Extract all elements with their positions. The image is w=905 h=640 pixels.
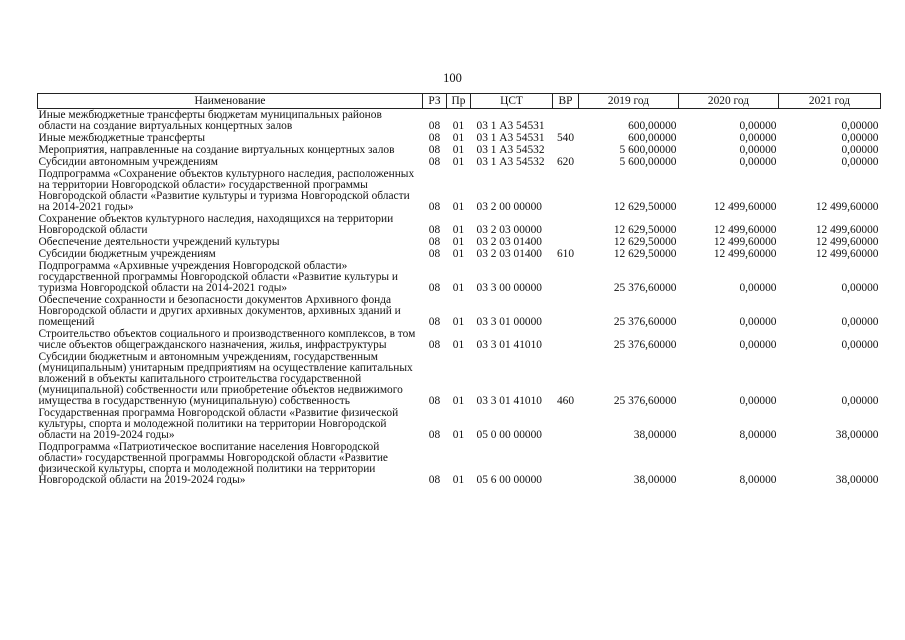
- row-vr: 610: [556, 248, 575, 260]
- column-header-name: Наименование: [38, 94, 423, 109]
- table-header-row: [38, 94, 881, 109]
- row-vr: [553, 213, 579, 236]
- row-name: Обеспечение сохранности и безопасности документов Архивного фонда Новгородской области и других архивных документов, архивных зданий и помещений: [38, 294, 401, 328]
- table-row: [38, 294, 881, 328]
- row-2020: 0,00000: [739, 282, 777, 294]
- row-pr: 01: [452, 120, 465, 132]
- table-row: [38, 248, 881, 260]
- row-pr: 01: [452, 282, 465, 294]
- row-cst: 03 1 А3 54532: [476, 144, 545, 156]
- row-rz: 08: [428, 248, 441, 260]
- row-2019: 12 629,50000: [613, 201, 677, 213]
- column-header-vr: ВР: [553, 94, 579, 109]
- row-name: Государственная программа Новгородской области «Развитие физической культуры, спорта и молодежной политики на территории Новгородской области на 2019-2024 годы»: [38, 407, 399, 441]
- row-2020: 0,00000: [739, 120, 777, 132]
- row-pr: 01: [452, 316, 465, 328]
- row-name: Иные межбюджетные трансферты бюджетам муниципальных районов области на создание виртуальных концертных залов: [38, 109, 382, 132]
- row-vr: [553, 260, 579, 294]
- row-2021: 12 499,60000: [815, 224, 879, 236]
- row-2020: 0,00000: [739, 156, 777, 168]
- row-rz: 08: [428, 316, 441, 328]
- row-rz: 08: [428, 339, 441, 351]
- row-pr: 01: [452, 236, 465, 248]
- row-vr: [553, 144, 579, 156]
- row-name: Субсидии автономным учреждениям: [38, 156, 218, 168]
- row-cst: 03 3 01 41010: [476, 395, 542, 407]
- row-name: Подпрограмма «Сохранение объектов культурного наследия, расположенных на территории Новгородской области» государственной программы Новгородской области «Развитие культуры и туризма Новгородской области на 2014-2021 годы»: [38, 168, 415, 213]
- row-2019: 600,00000: [628, 132, 677, 144]
- row-vr: 460: [556, 395, 575, 407]
- row-2020: 12 499,60000: [713, 224, 777, 236]
- row-pr: 01: [452, 429, 465, 441]
- row-name: Подпрограмма «Архивные учреждения Новгородской области» государственной программы Новгородской области «Развитие культуры и туризма Новгородской области на 2014-2021 годы»: [38, 260, 399, 294]
- row-2020: 0,00000: [739, 339, 777, 351]
- row-pr: 01: [452, 201, 465, 213]
- row-2020: 0,00000: [739, 316, 777, 328]
- row-2019: 5 600,00000: [619, 156, 677, 168]
- row-2021: 12 499,60000: [815, 236, 879, 248]
- row-2019: 12 629,50000: [613, 248, 677, 260]
- row-rz: 08: [428, 282, 441, 294]
- row-name: Субсидии бюджетным и автономным учреждениям, государственным (муниципальным) унитарным предприятиям на осуществление капитальных вложений в объекты капитального строительства государственной (муниципальной) собственности или приобретение объектов недвижимого имущества в государственную (муниципальную) собственность: [38, 351, 413, 407]
- row-2020: 0,00000: [739, 395, 777, 407]
- row-rz: 08: [428, 429, 441, 441]
- row-name: Иные межбюджетные трансферты: [38, 132, 206, 144]
- column-header-pr: Пр: [447, 94, 471, 109]
- row-name: Субсидии бюджетным учреждениям: [38, 248, 216, 260]
- row-2021: 0,00000: [841, 339, 879, 351]
- row-rz: 08: [428, 132, 441, 144]
- column-header-2019: 2019 год: [579, 94, 679, 109]
- row-2020: 12 499,60000: [713, 201, 777, 213]
- row-cst: 03 3 00 00000: [476, 282, 542, 294]
- table-row: [38, 351, 881, 407]
- row-cst: 05 0 00 00000: [476, 429, 542, 441]
- row-pr: 01: [452, 395, 465, 407]
- row-cst: 03 1 А3 54531: [476, 132, 545, 144]
- table-row: [38, 109, 881, 133]
- row-pr: 01: [452, 339, 465, 351]
- page-number: 100: [443, 71, 462, 85]
- row-2019: 600,00000: [628, 120, 677, 132]
- row-vr: [553, 407, 579, 441]
- column-header-cst: ЦСТ: [471, 94, 553, 109]
- row-2021: 0,00000: [841, 120, 879, 132]
- row-2021: 0,00000: [841, 132, 879, 144]
- row-2019: 5 600,00000: [619, 144, 677, 156]
- row-2021: 0,00000: [841, 156, 879, 168]
- row-rz: 08: [428, 120, 441, 132]
- row-2021: 12 499,60000: [815, 201, 879, 213]
- row-vr: [553, 441, 579, 486]
- row-name: Строительство объектов социального и производственного комплексов, в том числе объектов общегражданского назначения, жилья, инфраструктуры: [38, 328, 416, 351]
- row-rz: 08: [428, 224, 441, 236]
- table-row: [38, 132, 881, 144]
- row-vr: [553, 328, 579, 351]
- row-rz: 08: [428, 201, 441, 213]
- row-2020: 12 499,60000: [713, 248, 777, 260]
- row-2020: 12 499,60000: [713, 236, 777, 248]
- row-cst: 03 2 03 01400: [476, 236, 542, 248]
- row-rz: 08: [428, 395, 441, 407]
- row-pr: 01: [452, 132, 465, 144]
- table-row: [38, 236, 881, 248]
- row-rz: 08: [428, 156, 441, 168]
- row-2021: 38,00000: [835, 474, 879, 486]
- row-name: Сохранение объектов культурного наследия, находящихся на территории Новгородской области: [38, 213, 394, 236]
- column-header-rz: РЗ: [423, 94, 447, 109]
- row-2021: 0,00000: [841, 144, 879, 156]
- table-row: [38, 168, 881, 213]
- row-pr: 01: [452, 156, 465, 168]
- row-rz: 08: [428, 144, 441, 156]
- table-row: [38, 441, 881, 486]
- row-cst: 03 2 00 00000: [476, 201, 542, 213]
- row-rz: 08: [428, 474, 441, 486]
- row-2020: 0,00000: [739, 132, 777, 144]
- row-2020: 0,00000: [739, 144, 777, 156]
- row-cst: 05 6 00 00000: [476, 474, 542, 486]
- row-cst: 03 2 03 01400: [476, 248, 542, 260]
- row-2020: 8,00000: [739, 429, 777, 441]
- row-cst: 03 2 03 00000: [476, 224, 542, 236]
- budget-table: [37, 93, 881, 486]
- row-2021: 0,00000: [841, 282, 879, 294]
- row-cst: 03 1 А3 54531: [476, 120, 545, 132]
- column-header-2020: 2020 год: [679, 94, 779, 109]
- table-row: [38, 156, 881, 168]
- row-cst: 03 3 01 00000: [476, 316, 542, 328]
- row-pr: 01: [452, 474, 465, 486]
- row-pr: 01: [452, 224, 465, 236]
- table-row: [38, 144, 881, 156]
- row-2021: 0,00000: [841, 395, 879, 407]
- row-vr: [553, 168, 579, 213]
- row-vr: [553, 294, 579, 328]
- row-pr: 01: [452, 248, 465, 260]
- row-cst: 03 3 01 41010: [476, 339, 542, 351]
- row-2019: 25 376,60000: [613, 316, 677, 328]
- row-2019: 25 376,60000: [613, 395, 677, 407]
- row-2021: 12 499,60000: [815, 248, 879, 260]
- row-2019: 38,00000: [633, 429, 677, 441]
- row-name: Мероприятия, направленные на создание виртуальных концертных залов: [38, 144, 395, 156]
- row-2020: 8,00000: [739, 474, 777, 486]
- row-2021: 0,00000: [841, 316, 879, 328]
- row-name: Подпрограмма «Патриотическое воспитание населения Новгородской области» государственной программы Новгородской области «Развитие физической культуры, спорта и молодежной политики на территории Новгородской области на 2019-2024 годы»: [38, 441, 388, 486]
- row-vr: 620: [556, 156, 575, 168]
- row-2019: 38,00000: [633, 474, 677, 486]
- row-vr: 540: [556, 132, 575, 144]
- row-rz: 08: [428, 236, 441, 248]
- table-row: [38, 260, 881, 294]
- row-2019: 25 376,60000: [613, 282, 677, 294]
- row-cst: 03 1 А3 54532: [476, 156, 545, 168]
- row-2019: 25 376,60000: [613, 339, 677, 351]
- row-2019: 12 629,50000: [613, 224, 677, 236]
- table-row: [38, 213, 881, 236]
- row-2019: 12 629,50000: [613, 236, 677, 248]
- row-vr: [553, 236, 579, 248]
- column-header-2021: 2021 год: [779, 94, 881, 109]
- row-vr: [553, 109, 579, 133]
- table-row: [38, 407, 881, 441]
- row-2021: 38,00000: [835, 429, 879, 441]
- table-row: [38, 328, 881, 351]
- row-pr: 01: [452, 144, 465, 156]
- row-name: Обеспечение деятельности учреждений культуры: [38, 236, 280, 248]
